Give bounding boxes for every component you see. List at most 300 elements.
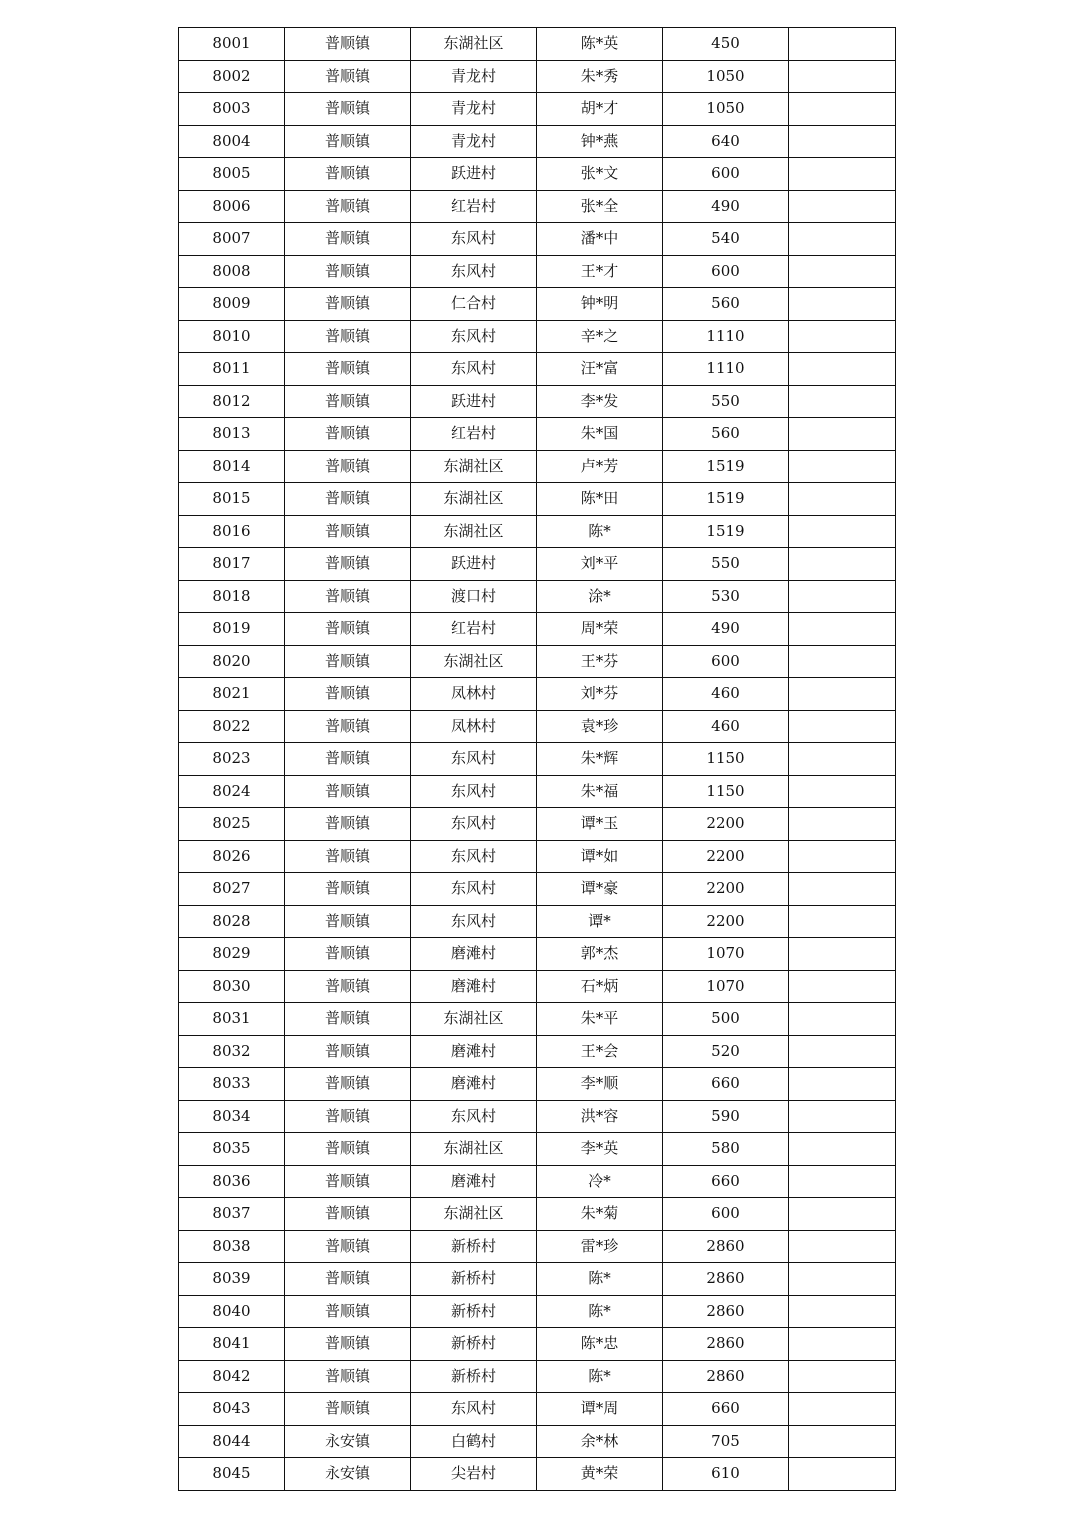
note-cell [789, 353, 896, 386]
name-cell: 朱*平 [537, 1003, 663, 1036]
note-cell [789, 1328, 896, 1361]
town-cell: 普顺镇 [285, 158, 411, 191]
note-cell [789, 1133, 896, 1166]
note-cell [789, 60, 896, 93]
name-cell: 洪*容 [537, 1100, 663, 1133]
table-row [179, 1068, 896, 1101]
name-cell: 谭* [537, 905, 663, 938]
village-cell: 东湖社区 [411, 645, 537, 678]
village-cell: 青龙村 [411, 93, 537, 126]
note-cell [789, 1100, 896, 1133]
table-row [179, 873, 896, 906]
id-cell: 8033 [179, 1068, 285, 1101]
town-cell: 普顺镇 [285, 678, 411, 711]
note-cell [789, 905, 896, 938]
table-row [179, 60, 896, 93]
note-cell [789, 1393, 896, 1426]
village-cell: 东风村 [411, 775, 537, 808]
id-cell: 8023 [179, 743, 285, 776]
village-cell: 红岩村 [411, 418, 537, 451]
amount-cell: 600 [663, 645, 789, 678]
note-cell [789, 1360, 896, 1393]
village-cell: 凤林村 [411, 710, 537, 743]
amount-cell: 660 [663, 1165, 789, 1198]
note-cell [789, 28, 896, 61]
note-cell [789, 320, 896, 353]
town-cell: 永安镇 [285, 1458, 411, 1491]
town-cell: 普顺镇 [285, 743, 411, 776]
note-cell [789, 1425, 896, 1458]
table-row [179, 353, 896, 386]
town-cell: 普顺镇 [285, 1295, 411, 1328]
table-row [179, 1425, 896, 1458]
name-cell: 袁*珍 [537, 710, 663, 743]
id-cell: 8024 [179, 775, 285, 808]
name-cell: 钟*明 [537, 288, 663, 321]
amount-cell: 600 [663, 158, 789, 191]
data-table [178, 27, 896, 1491]
table-row [179, 1035, 896, 1068]
amount-cell: 600 [663, 1198, 789, 1231]
amount-cell: 1110 [663, 320, 789, 353]
table-row [179, 1263, 896, 1296]
town-cell: 普顺镇 [285, 60, 411, 93]
village-cell: 红岩村 [411, 190, 537, 223]
village-cell: 青龙村 [411, 60, 537, 93]
name-cell: 张*全 [537, 190, 663, 223]
id-cell: 8002 [179, 60, 285, 93]
town-cell: 普顺镇 [285, 808, 411, 841]
id-cell: 8040 [179, 1295, 285, 1328]
name-cell: 谭*周 [537, 1393, 663, 1426]
table-row [179, 28, 896, 61]
amount-cell: 640 [663, 125, 789, 158]
id-cell: 8026 [179, 840, 285, 873]
name-cell: 刘*平 [537, 548, 663, 581]
id-cell: 8021 [179, 678, 285, 711]
id-cell: 8041 [179, 1328, 285, 1361]
name-cell: 张*文 [537, 158, 663, 191]
amount-cell: 2200 [663, 873, 789, 906]
village-cell: 磨滩村 [411, 938, 537, 971]
amount-cell: 2860 [663, 1230, 789, 1263]
table-row [179, 223, 896, 256]
town-cell: 普顺镇 [285, 938, 411, 971]
name-cell: 陈*田 [537, 483, 663, 516]
amount-cell: 580 [663, 1133, 789, 1166]
name-cell: 谭*豪 [537, 873, 663, 906]
note-cell [789, 515, 896, 548]
note-cell [789, 743, 896, 776]
table-row [179, 775, 896, 808]
table-row [179, 1133, 896, 1166]
id-cell: 8044 [179, 1425, 285, 1458]
id-cell: 8031 [179, 1003, 285, 1036]
table-row [179, 1360, 896, 1393]
town-cell: 普顺镇 [285, 28, 411, 61]
village-cell: 东风村 [411, 840, 537, 873]
amount-cell: 500 [663, 1003, 789, 1036]
note-cell [789, 645, 896, 678]
id-cell: 8037 [179, 1198, 285, 1231]
village-cell: 磨滩村 [411, 1165, 537, 1198]
id-cell: 8032 [179, 1035, 285, 1068]
name-cell: 冷* [537, 1165, 663, 1198]
id-cell: 8017 [179, 548, 285, 581]
amount-cell: 1110 [663, 353, 789, 386]
table-row [179, 1165, 896, 1198]
id-cell: 8004 [179, 125, 285, 158]
table-row [179, 970, 896, 1003]
id-cell: 8007 [179, 223, 285, 256]
town-cell: 普顺镇 [285, 613, 411, 646]
note-cell [789, 678, 896, 711]
town-cell: 普顺镇 [285, 580, 411, 613]
name-cell: 朱*秀 [537, 60, 663, 93]
village-cell: 青龙村 [411, 125, 537, 158]
id-cell: 8035 [179, 1133, 285, 1166]
town-cell: 普顺镇 [285, 1035, 411, 1068]
id-cell: 8018 [179, 580, 285, 613]
village-cell: 东湖社区 [411, 28, 537, 61]
note-cell [789, 938, 896, 971]
id-cell: 8015 [179, 483, 285, 516]
town-cell: 普顺镇 [285, 1328, 411, 1361]
amount-cell: 530 [663, 580, 789, 613]
id-cell: 8012 [179, 385, 285, 418]
town-cell: 普顺镇 [285, 255, 411, 288]
amount-cell: 1519 [663, 515, 789, 548]
note-cell [789, 158, 896, 191]
village-cell: 磨滩村 [411, 1068, 537, 1101]
amount-cell: 1150 [663, 775, 789, 808]
name-cell: 陈* [537, 1360, 663, 1393]
table-row [179, 93, 896, 126]
name-cell: 陈* [537, 1295, 663, 1328]
table-row [179, 1393, 896, 1426]
id-cell: 8014 [179, 450, 285, 483]
town-cell: 普顺镇 [285, 353, 411, 386]
name-cell: 朱*辉 [537, 743, 663, 776]
village-cell: 红岩村 [411, 613, 537, 646]
amount-cell: 1150 [663, 743, 789, 776]
village-cell: 新桥村 [411, 1360, 537, 1393]
id-cell: 8038 [179, 1230, 285, 1263]
table-row [179, 385, 896, 418]
note-cell [789, 255, 896, 288]
amount-cell: 2860 [663, 1263, 789, 1296]
note-cell [789, 548, 896, 581]
table-row [179, 450, 896, 483]
town-cell: 普顺镇 [285, 1003, 411, 1036]
village-cell: 东湖社区 [411, 515, 537, 548]
name-cell: 周*荣 [537, 613, 663, 646]
id-cell: 8016 [179, 515, 285, 548]
id-cell: 8001 [179, 28, 285, 61]
table-row [179, 1003, 896, 1036]
amount-cell: 590 [663, 1100, 789, 1133]
note-cell [789, 613, 896, 646]
town-cell: 普顺镇 [285, 645, 411, 678]
name-cell: 王*芬 [537, 645, 663, 678]
name-cell: 石*炳 [537, 970, 663, 1003]
note-cell [789, 580, 896, 613]
amount-cell: 1519 [663, 483, 789, 516]
table-row [179, 678, 896, 711]
note-cell [789, 418, 896, 451]
village-cell: 渡口村 [411, 580, 537, 613]
amount-cell: 540 [663, 223, 789, 256]
name-cell: 李*顺 [537, 1068, 663, 1101]
name-cell: 刘*芬 [537, 678, 663, 711]
table-row [179, 580, 896, 613]
table-row [179, 190, 896, 223]
table-row [179, 1230, 896, 1263]
note-cell [789, 288, 896, 321]
amount-cell: 460 [663, 710, 789, 743]
name-cell: 胡*才 [537, 93, 663, 126]
id-cell: 8029 [179, 938, 285, 971]
village-cell: 磨滩村 [411, 970, 537, 1003]
id-cell: 8020 [179, 645, 285, 678]
village-cell: 新桥村 [411, 1328, 537, 1361]
amount-cell: 600 [663, 255, 789, 288]
id-cell: 8036 [179, 1165, 285, 1198]
id-cell: 8019 [179, 613, 285, 646]
id-cell: 8043 [179, 1393, 285, 1426]
village-cell: 尖岩村 [411, 1458, 537, 1491]
name-cell: 朱*国 [537, 418, 663, 451]
amount-cell: 1050 [663, 60, 789, 93]
town-cell: 普顺镇 [285, 1100, 411, 1133]
id-cell: 8025 [179, 808, 285, 841]
name-cell: 黄*荣 [537, 1458, 663, 1491]
town-cell: 普顺镇 [285, 125, 411, 158]
table-row [179, 320, 896, 353]
amount-cell: 560 [663, 418, 789, 451]
town-cell: 永安镇 [285, 1425, 411, 1458]
table-body [179, 28, 896, 1491]
name-cell: 李*英 [537, 1133, 663, 1166]
name-cell: 王*才 [537, 255, 663, 288]
name-cell: 陈*英 [537, 28, 663, 61]
note-cell [789, 1263, 896, 1296]
amount-cell: 1070 [663, 970, 789, 1003]
town-cell: 普顺镇 [285, 905, 411, 938]
amount-cell: 610 [663, 1458, 789, 1491]
village-cell: 白鹤村 [411, 1425, 537, 1458]
village-cell: 东风村 [411, 873, 537, 906]
amount-cell: 560 [663, 288, 789, 321]
village-cell: 磨滩村 [411, 1035, 537, 1068]
town-cell: 普顺镇 [285, 1393, 411, 1426]
amount-cell: 490 [663, 190, 789, 223]
town-cell: 普顺镇 [285, 775, 411, 808]
village-cell: 东风村 [411, 255, 537, 288]
amount-cell: 660 [663, 1393, 789, 1426]
table-row [179, 1295, 896, 1328]
id-cell: 8006 [179, 190, 285, 223]
town-cell: 普顺镇 [285, 288, 411, 321]
town-cell: 普顺镇 [285, 1198, 411, 1231]
village-cell: 东湖社区 [411, 1133, 537, 1166]
village-cell: 东风村 [411, 808, 537, 841]
note-cell [789, 1295, 896, 1328]
amount-cell: 2860 [663, 1360, 789, 1393]
amount-cell: 2200 [663, 840, 789, 873]
table-row [179, 938, 896, 971]
table-row [179, 613, 896, 646]
id-cell: 8039 [179, 1263, 285, 1296]
village-cell: 东湖社区 [411, 1003, 537, 1036]
id-cell: 8028 [179, 905, 285, 938]
town-cell: 普顺镇 [285, 1133, 411, 1166]
name-cell: 王*会 [537, 1035, 663, 1068]
id-cell: 8009 [179, 288, 285, 321]
town-cell: 普顺镇 [285, 840, 411, 873]
id-cell: 8022 [179, 710, 285, 743]
town-cell: 普顺镇 [285, 385, 411, 418]
name-cell: 陈* [537, 515, 663, 548]
id-cell: 8008 [179, 255, 285, 288]
amount-cell: 450 [663, 28, 789, 61]
town-cell: 普顺镇 [285, 1165, 411, 1198]
id-cell: 8013 [179, 418, 285, 451]
name-cell: 潘*中 [537, 223, 663, 256]
amount-cell: 460 [663, 678, 789, 711]
town-cell: 普顺镇 [285, 1360, 411, 1393]
table-row [179, 710, 896, 743]
table-row [179, 548, 896, 581]
village-cell: 东湖社区 [411, 1198, 537, 1231]
village-cell: 东风村 [411, 353, 537, 386]
note-cell [789, 808, 896, 841]
amount-cell: 2860 [663, 1328, 789, 1361]
town-cell: 普顺镇 [285, 873, 411, 906]
table-row [179, 158, 896, 191]
id-cell: 8030 [179, 970, 285, 1003]
table-row [179, 125, 896, 158]
note-cell [789, 1003, 896, 1036]
table-row [179, 743, 896, 776]
note-cell [789, 840, 896, 873]
village-cell: 凤林村 [411, 678, 537, 711]
village-cell: 新桥村 [411, 1295, 537, 1328]
id-cell: 8005 [179, 158, 285, 191]
note-cell [789, 775, 896, 808]
amount-cell: 490 [663, 613, 789, 646]
table-row [179, 515, 896, 548]
note-cell [789, 483, 896, 516]
town-cell: 普顺镇 [285, 320, 411, 353]
id-cell: 8011 [179, 353, 285, 386]
village-cell: 东风村 [411, 320, 537, 353]
note-cell [789, 1068, 896, 1101]
amount-cell: 550 [663, 548, 789, 581]
id-cell: 8003 [179, 93, 285, 126]
table-row [179, 483, 896, 516]
id-cell: 8045 [179, 1458, 285, 1491]
name-cell: 郭*杰 [537, 938, 663, 971]
village-cell: 东湖社区 [411, 450, 537, 483]
amount-cell: 2200 [663, 905, 789, 938]
town-cell: 普顺镇 [285, 450, 411, 483]
name-cell: 朱*福 [537, 775, 663, 808]
note-cell [789, 873, 896, 906]
table-row [179, 1458, 896, 1491]
table-row [179, 1100, 896, 1133]
amount-cell: 1519 [663, 450, 789, 483]
name-cell: 钟*燕 [537, 125, 663, 158]
name-cell: 辛*之 [537, 320, 663, 353]
note-cell [789, 450, 896, 483]
note-cell [789, 1458, 896, 1491]
id-cell: 8027 [179, 873, 285, 906]
note-cell [789, 1035, 896, 1068]
amount-cell: 2200 [663, 808, 789, 841]
note-cell [789, 190, 896, 223]
town-cell: 普顺镇 [285, 418, 411, 451]
note-cell [789, 1198, 896, 1231]
name-cell: 李*发 [537, 385, 663, 418]
town-cell: 普顺镇 [285, 483, 411, 516]
village-cell: 东风村 [411, 743, 537, 776]
id-cell: 8010 [179, 320, 285, 353]
village-cell: 东风村 [411, 223, 537, 256]
village-cell: 新桥村 [411, 1263, 537, 1296]
name-cell: 谭*如 [537, 840, 663, 873]
town-cell: 普顺镇 [285, 93, 411, 126]
note-cell [789, 223, 896, 256]
village-cell: 东湖社区 [411, 483, 537, 516]
amount-cell: 1050 [663, 93, 789, 126]
note-cell [789, 125, 896, 158]
name-cell: 卢*芳 [537, 450, 663, 483]
note-cell [789, 93, 896, 126]
name-cell: 陈*忠 [537, 1328, 663, 1361]
village-cell: 跃进村 [411, 548, 537, 581]
name-cell: 涂* [537, 580, 663, 613]
village-cell: 跃进村 [411, 158, 537, 191]
town-cell: 普顺镇 [285, 1230, 411, 1263]
amount-cell: 550 [663, 385, 789, 418]
table-row [179, 808, 896, 841]
village-cell: 东风村 [411, 905, 537, 938]
town-cell: 普顺镇 [285, 710, 411, 743]
amount-cell: 705 [663, 1425, 789, 1458]
name-cell: 汪*富 [537, 353, 663, 386]
town-cell: 普顺镇 [285, 970, 411, 1003]
name-cell: 陈* [537, 1263, 663, 1296]
table-row [179, 1328, 896, 1361]
amount-cell: 1070 [663, 938, 789, 971]
table-row [179, 418, 896, 451]
village-cell: 跃进村 [411, 385, 537, 418]
note-cell [789, 970, 896, 1003]
village-cell: 东风村 [411, 1100, 537, 1133]
village-cell: 仁合村 [411, 288, 537, 321]
name-cell: 余*林 [537, 1425, 663, 1458]
note-cell [789, 385, 896, 418]
note-cell [789, 1165, 896, 1198]
table-row [179, 255, 896, 288]
town-cell: 普顺镇 [285, 515, 411, 548]
table-row [179, 645, 896, 678]
town-cell: 普顺镇 [285, 1068, 411, 1101]
amount-cell: 520 [663, 1035, 789, 1068]
table-row [179, 840, 896, 873]
note-cell [789, 1230, 896, 1263]
